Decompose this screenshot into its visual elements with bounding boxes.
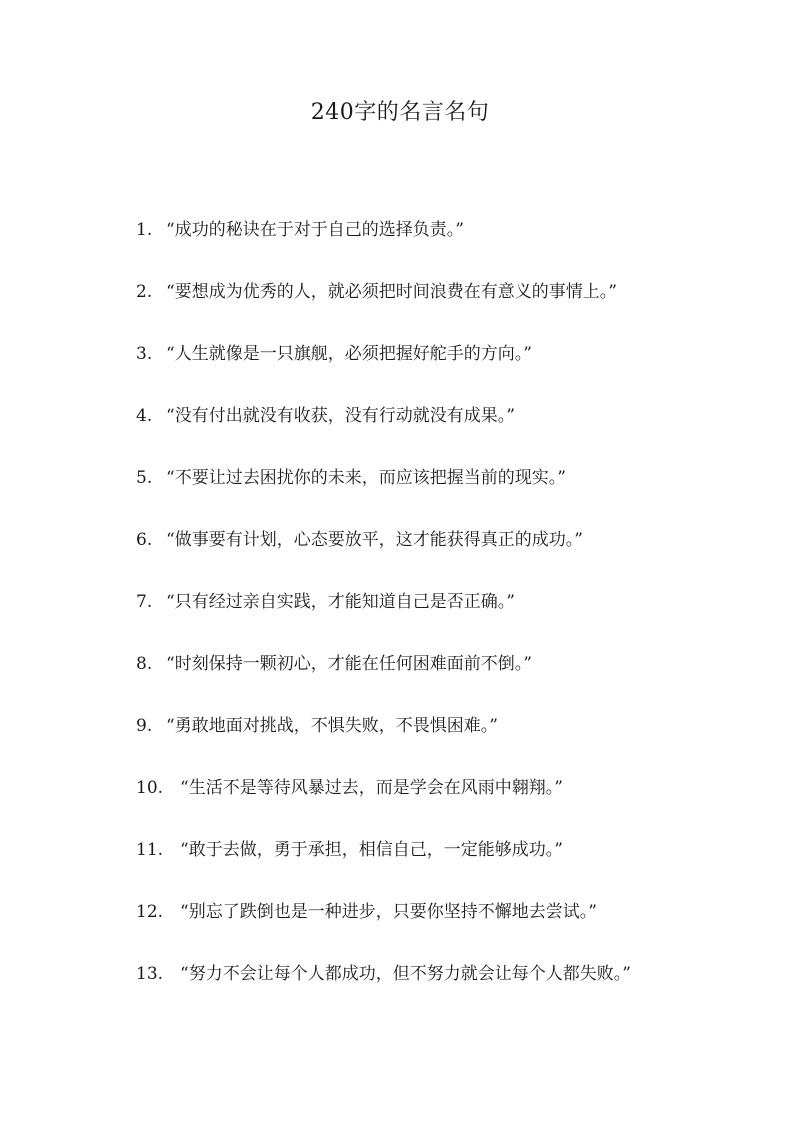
page-title: 240字的名言名句 bbox=[310, 100, 490, 125]
list-item-number: 10. bbox=[136, 778, 164, 798]
list-item-text: “敢于去做，勇于承担，相信自己，一定能够成功。” bbox=[180, 840, 563, 860]
list-item-number: 2. bbox=[136, 282, 153, 302]
list-item-number: 7. bbox=[136, 592, 153, 612]
list-item-text: “要想成为优秀的人，就必须把时间浪费在有意义的事情上。” bbox=[166, 282, 617, 302]
list-item bbox=[136, 402, 756, 430]
list-item bbox=[136, 836, 756, 864]
list-item bbox=[136, 898, 756, 926]
list-item bbox=[136, 340, 756, 368]
list-item bbox=[136, 650, 756, 678]
list-item-text: “没有付出就没有收获，没有行动就没有成果。” bbox=[166, 406, 515, 426]
list-item-number: 6. bbox=[136, 530, 153, 550]
list-item-number: 3. bbox=[136, 344, 153, 364]
list-item-text: “成功的秘诀在于对于自己的选择负责。” bbox=[166, 220, 464, 240]
list-item-text: “别忘了跌倒也是一种进步，只要你坚持不懈地去尝试。” bbox=[180, 902, 597, 922]
list-item-text: “努力不会让每个人都成功，但不努力就会让每个人都失败。” bbox=[180, 964, 631, 984]
list-item-text: “不要让过去困扰你的未来，而应该把握当前的现实。” bbox=[166, 468, 566, 488]
list-item bbox=[136, 216, 756, 244]
list-item-text: “勇敢地面对挑战，不惧失败，不畏惧困难。” bbox=[166, 716, 498, 736]
list-item-text: “只有经过亲自实践，才能知道自己是否正确。” bbox=[166, 592, 515, 612]
list-item bbox=[136, 464, 756, 492]
list-item bbox=[136, 588, 756, 616]
list-item-number: 5. bbox=[136, 468, 153, 488]
list-item-text: “时刻保持一颗初心，才能在任何困难面前不倒。” bbox=[166, 654, 532, 674]
list-item bbox=[136, 278, 756, 306]
list-item-number: 1. bbox=[136, 220, 153, 240]
list-item-number: 11. bbox=[136, 840, 164, 860]
list-item-number: 12. bbox=[136, 902, 164, 922]
list-item bbox=[136, 960, 756, 988]
list-item-number: 4. bbox=[136, 406, 153, 426]
list-item-text: “生活不是等待风暴过去，而是学会在风雨中翱翔。” bbox=[180, 778, 563, 798]
list-item-text: “做事要有计划，心态要放平，这才能获得真正的成功。” bbox=[166, 530, 583, 550]
list-item-text: “人生就像是一只旗舰，必须把握好舵手的方向。” bbox=[166, 344, 532, 364]
list-item-number: 9. bbox=[136, 716, 153, 736]
list-item-number: 8. bbox=[136, 654, 153, 674]
list-item bbox=[136, 712, 756, 740]
list-item bbox=[136, 526, 756, 554]
list-item bbox=[136, 774, 756, 802]
list-item-number: 13. bbox=[136, 964, 164, 984]
